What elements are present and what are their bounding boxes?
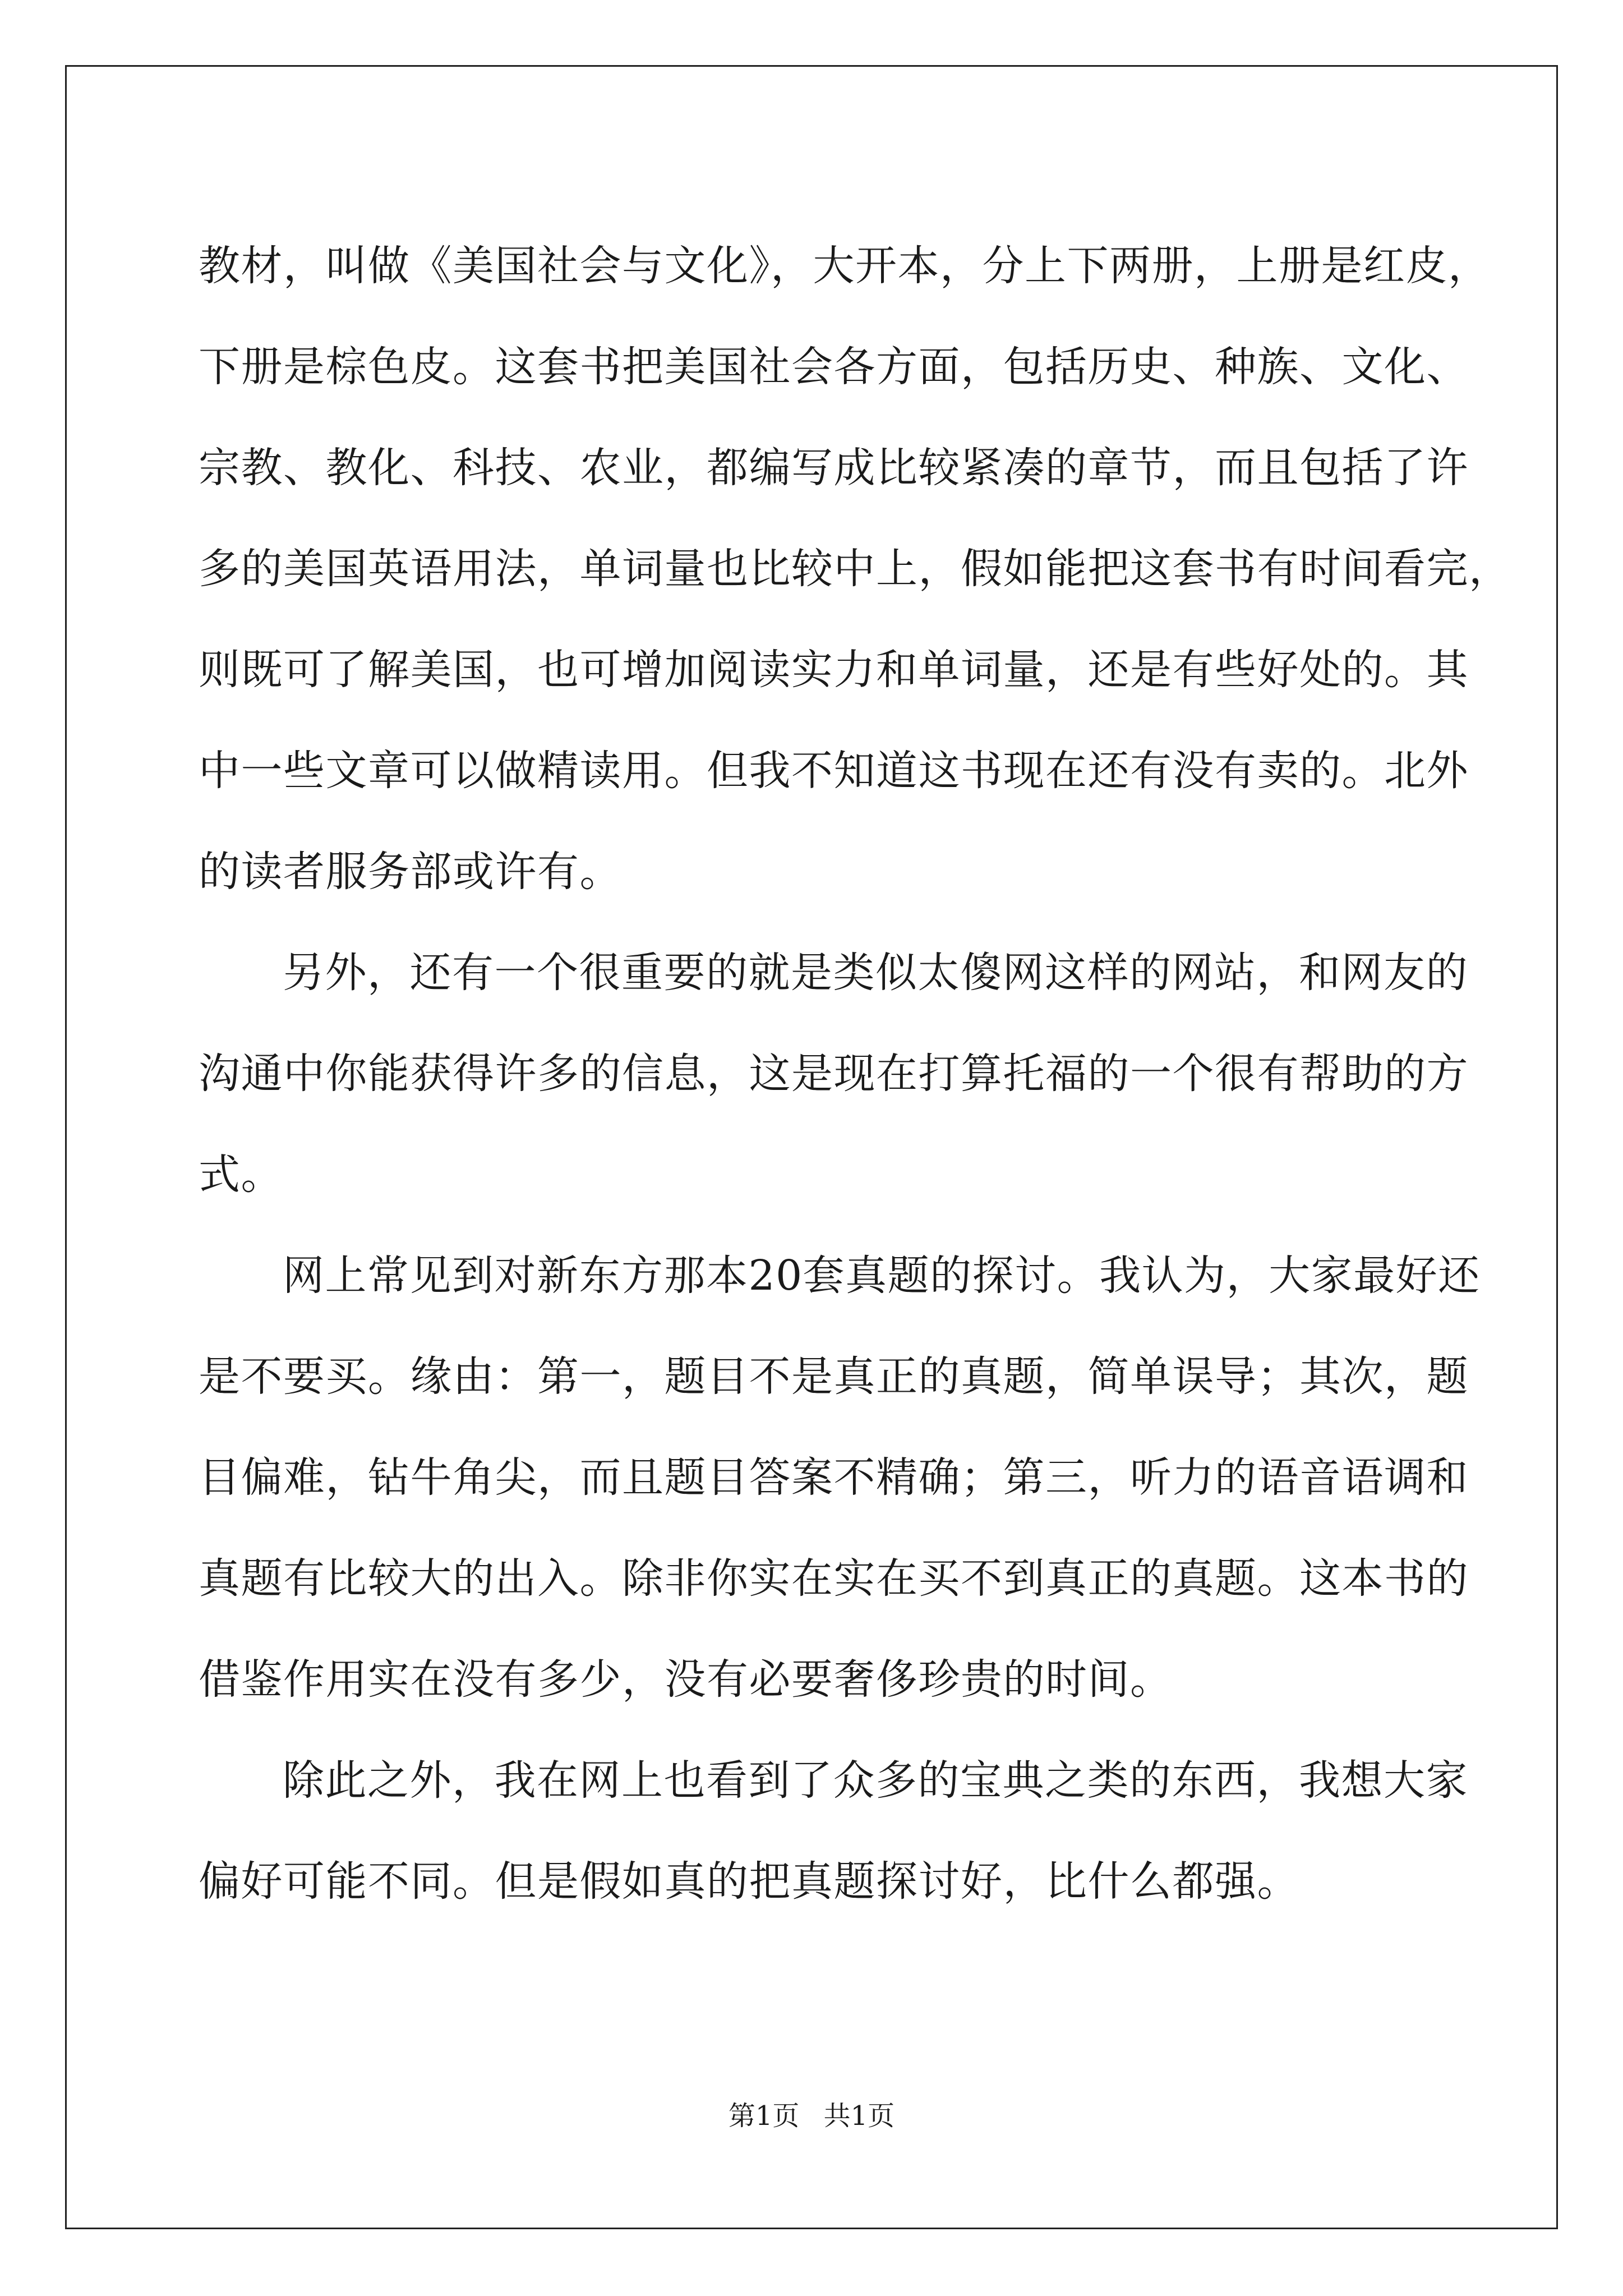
text-line: 借鉴作用实在没有多少，没有必要奢侈珍贵的时间。 [199, 1655, 1173, 1704]
paragraph-3 [199, 1225, 1481, 1730]
text-line: 沟通中你能获得许多的信息，这是现在打算托福的一个很有帮助的方 [199, 1050, 1469, 1098]
paragraph-2 [199, 922, 1469, 1225]
paragraph-1 [199, 215, 1511, 922]
page-footer [0, 2099, 1623, 2133]
text-line: 另外，还有一个很重要的就是类似太傻网这样的网站，和网友的 [283, 949, 1468, 997]
text-line: 中一些文章可以做精读用。但我不知道这书现在还有没有卖的。北外 [199, 747, 1469, 795]
paragraph-4 [199, 1730, 1468, 1932]
text-line: 除此之外，我在网上也看到了众多的宝典之类的东西，我想大家 [283, 1756, 1468, 1805]
page-total: 共1页 [823, 2100, 895, 2132]
text-line: 下册是棕色皮。这套书把美国社会各方面，包括历史、种族、文化、 [199, 343, 1469, 391]
text-line: 则既可了解美国，也可增加阅读实力和单词量，还是有些好处的。其 [199, 646, 1469, 694]
text-line: 的读者服务部或许有。 [199, 848, 622, 896]
document-body [199, 215, 1511, 1932]
text-line: 是不要买。缘由：第一，题目不是真正的真题，简单误导；其次，题 [199, 1352, 1469, 1401]
text-line: 偏好可能不同。但是假如真的把真题探讨好，比什么都强。 [199, 1857, 1299, 1906]
page-number: 第1页 [728, 2100, 800, 2132]
text-line: 目偏难，钻牛角尖，而且题目答案不精确；第三，听力的语音语调和 [199, 1453, 1469, 1502]
text-line: 真题有比较大的出入。除非你实在实在买不到真正的真题。这本书的 [199, 1554, 1469, 1603]
text-line: 式。 [199, 1151, 283, 1199]
text-line: 网上常见到对新东方那本20套真题的探讨。我认为，大家最好还 [283, 1251, 1481, 1300]
text-line: 教材，叫做《美国社会与文化》，大开本，分上下两册，上册是红皮， [199, 242, 1491, 290]
text-line: 多的美国英语用法，单词量也比较中上，假如能把这套书有时间看完， [199, 545, 1511, 593]
text-line: 宗教、教化、科技、农业，都编写成比较紧凑的章节，而且包括了许 [199, 444, 1469, 492]
